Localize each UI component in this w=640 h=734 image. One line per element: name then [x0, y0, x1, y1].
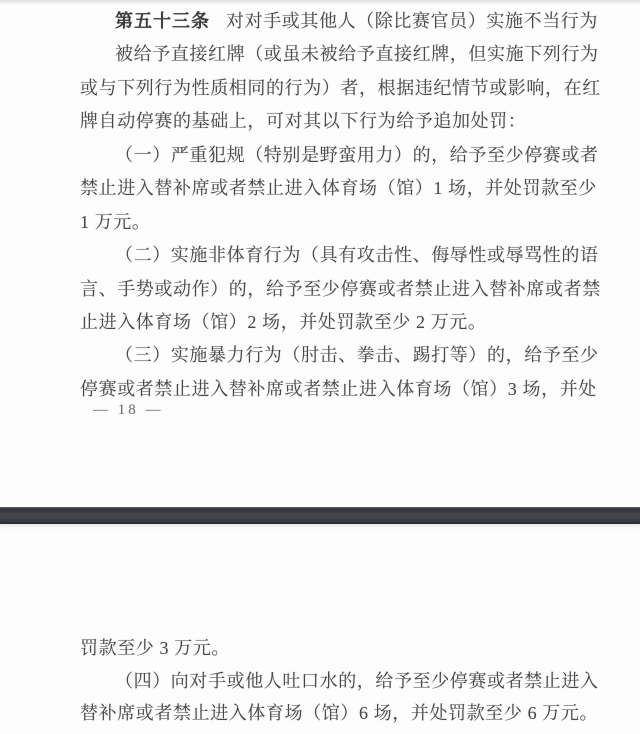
text-line [80, 239, 630, 272]
line-text: 禁止进入替补席或者禁止进入体育场（馆）1 场，并处罚款至少 [80, 178, 597, 199]
text-line [80, 5, 630, 38]
line-text: 或与下列行为性质相同的行为）者，根据违纪情节或影响，在红 [80, 77, 601, 98]
line-text: 对对手或其他人（除比赛官员）实施不当行为 [226, 11, 598, 31]
page-18-fragment [80, 5, 630, 406]
article-number: 第五十三条 [115, 11, 210, 31]
line-text: （二）实施非体育行为（具有攻击性、侮辱性或辱骂性的语 [115, 245, 599, 266]
text-line [80, 72, 630, 105]
text-line [80, 339, 630, 372]
text-line [80, 665, 630, 698]
line-text: 罚款至少 3 万元。 [80, 638, 230, 658]
text-line [80, 206, 630, 239]
line-text: （三）实施暴力行为（肘击、拳击、踢打等）的，给予至少 [115, 345, 599, 366]
text-line [80, 105, 630, 138]
next-page-fragment [80, 632, 630, 730]
text-line [80, 697, 630, 730]
text-line [80, 273, 630, 306]
text-line [80, 306, 630, 339]
page-18-text [80, 5, 630, 406]
next-page-text [80, 632, 630, 730]
line-text: 牌自动停赛的基础上，可对其以下行为给予追加处罚： [80, 111, 527, 132]
text-line [80, 172, 630, 205]
line-text: （一）严重犯规（特别是野蛮用力）的，给予至少停赛或者 [115, 144, 599, 165]
text-line [80, 38, 630, 71]
page-separator-bar [0, 507, 640, 524]
text-line [80, 139, 630, 172]
text-line [80, 632, 630, 665]
page-number: — 18 — [93, 402, 164, 418]
line-text: 停赛或者禁止进入替补席或者禁止进入体育场（馆）3 场，并处 [80, 378, 597, 399]
line-text: 言、手势或动作）的，给予至少停赛或者禁止进入替补席或者禁 [80, 278, 601, 299]
line-text: 1 万元。 [80, 211, 151, 232]
line-text: 止进入体育场（馆）2 场，并处罚款至少 2 万元。 [80, 311, 487, 332]
line-text: 被给予直接红牌（或虽未被给予直接红牌，但实施下列行为 [115, 44, 599, 65]
line-text: （四）向对手或他人吐口水的，给予至少停赛或者禁止进入 [115, 670, 599, 691]
line-text: 替补席或者禁止进入体育场（馆）6 场，并处罚款至少 6 万元。 [80, 703, 599, 723]
